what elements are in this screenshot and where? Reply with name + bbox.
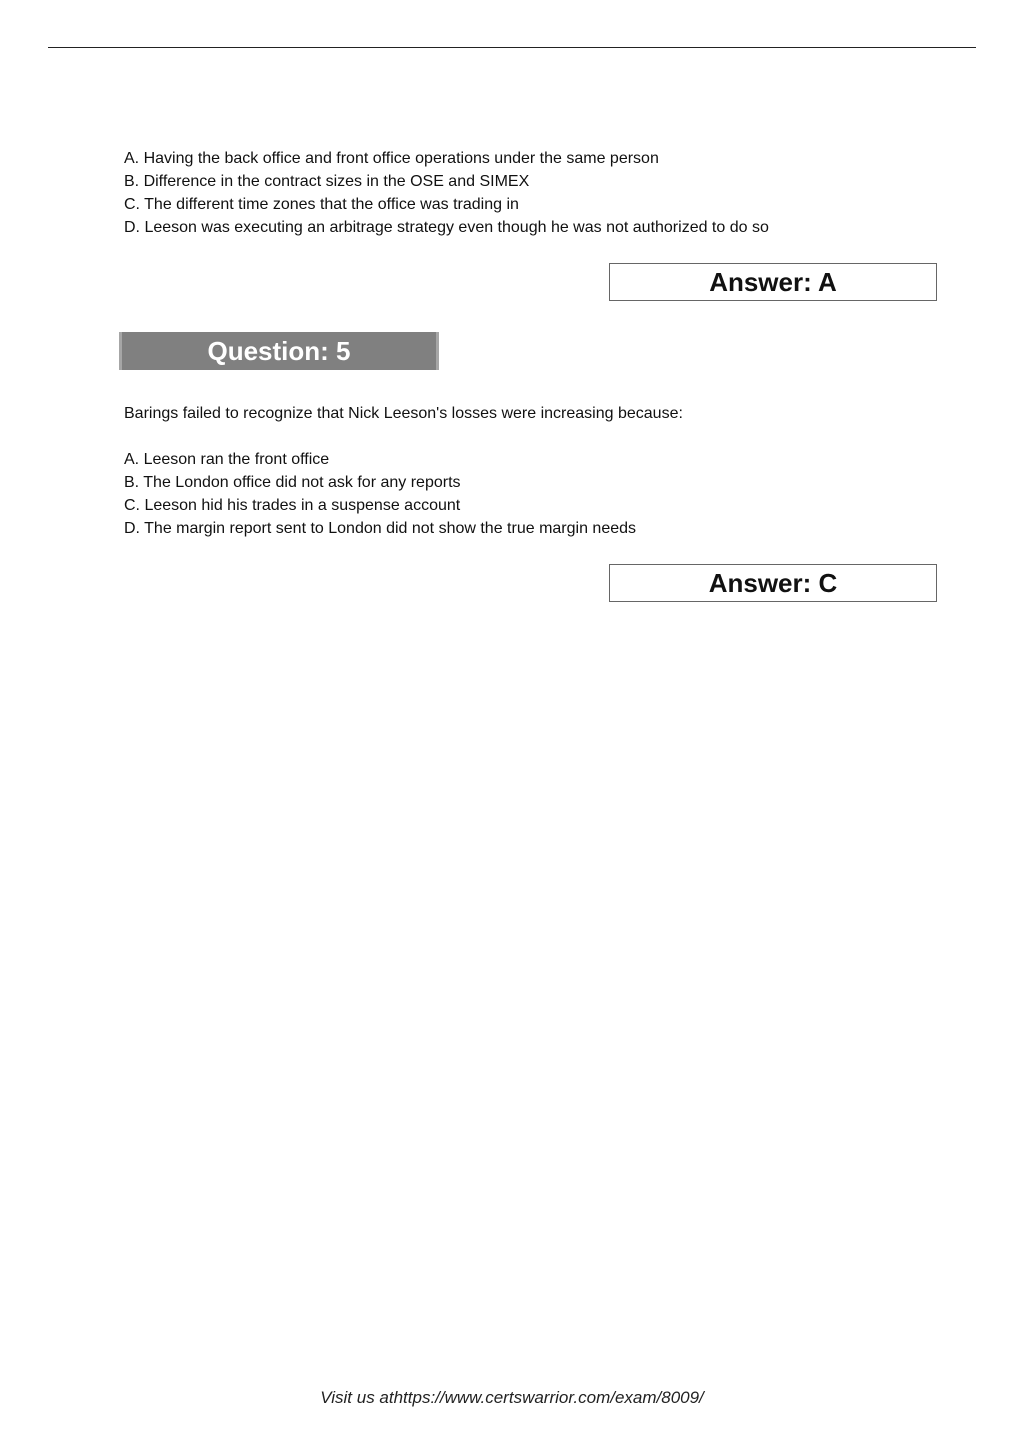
header-divider [48,47,976,48]
question-5-text: Barings failed to recognize that Nick Leeson's losses were increasing because: [124,405,683,422]
question-5-answer: Answer: C [609,564,937,602]
option-d: D. Leeson was executing an arbitrage strategy even though he was not authorized to do so [124,219,769,236]
option-b: B. The London office did not ask for any reports [124,474,461,491]
option-a: A. Having the back office and front office operations under the same person [124,150,659,167]
option-c: C. The different time zones that the office was trading in [124,196,519,213]
footer-link[interactable]: Visit us athttps://www.certswarrior.com/exam/8009/ [320,1388,704,1407]
question-5-options [124,448,636,540]
option-b: B. Difference in the contract sizes in the OSE and SIMEX [124,173,530,190]
option-c: C. Leeson hid his trades in a suspense account [124,497,461,514]
option-d: D. The margin report sent to London did not show the true margin needs [124,520,637,537]
question-5-header: Question: 5 [119,332,439,370]
option-a: A. Leeson ran the front office [124,451,330,468]
question-4-options [124,147,769,239]
question-4-answer: Answer: A [609,263,937,301]
